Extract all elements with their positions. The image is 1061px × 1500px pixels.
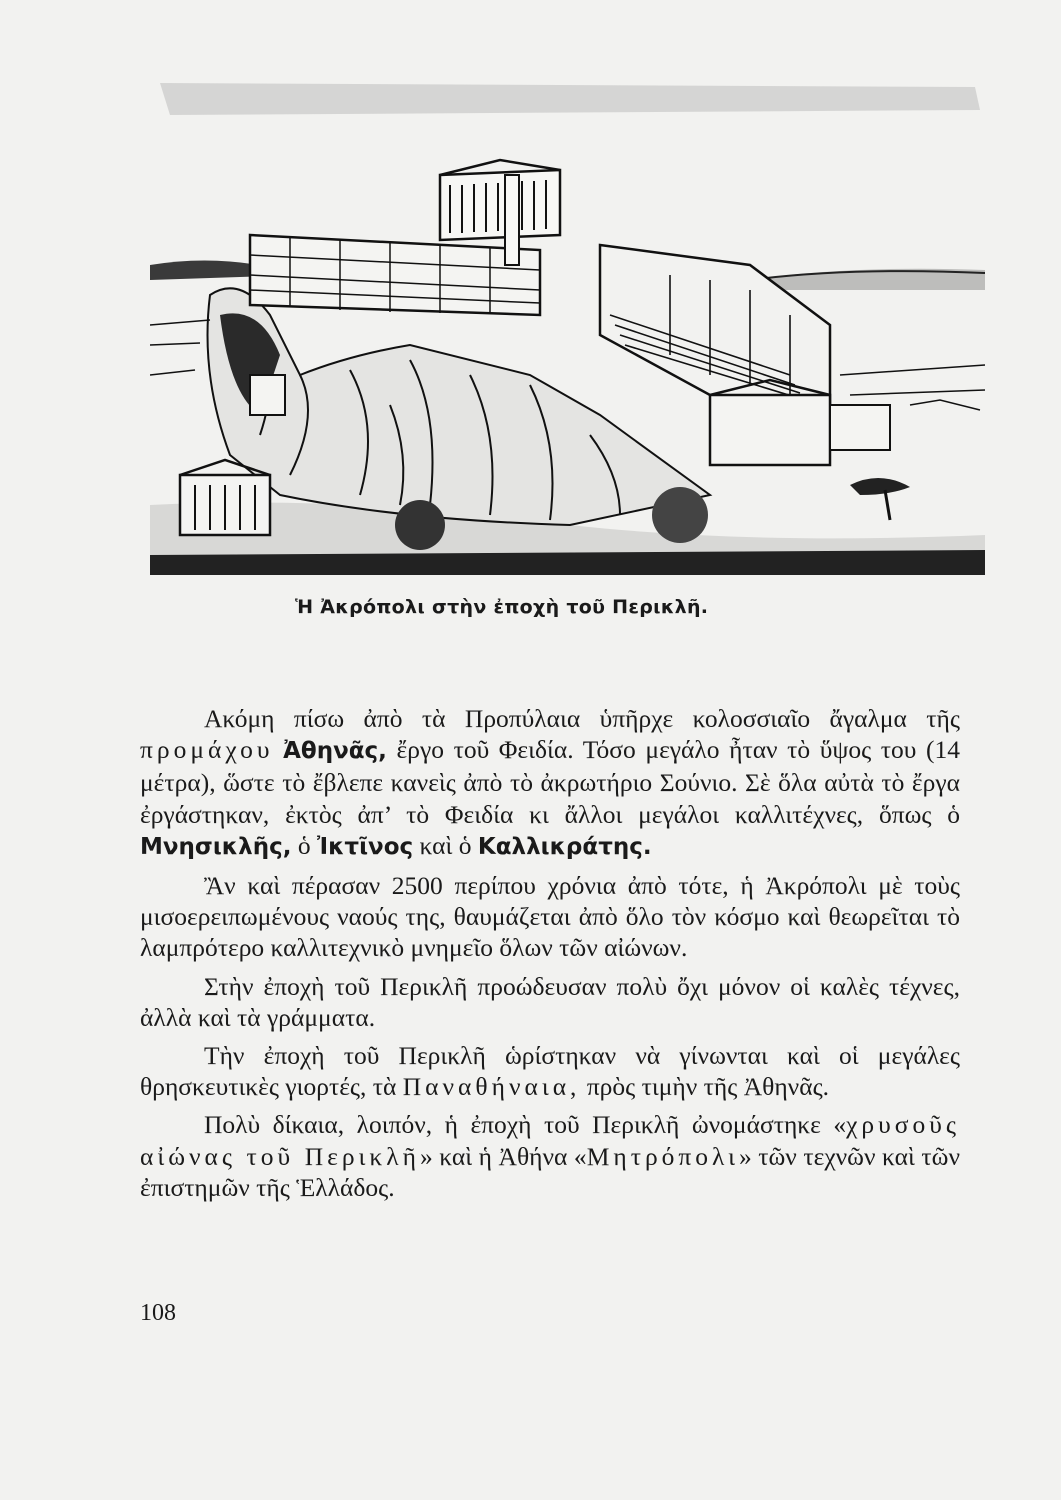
paragraph-2 <box>140 870 960 964</box>
text-run: Ἂν καὶ πέρασαν 2500 περίπου χρόνια ἀπὸ τότε, ἡ Ἀκρόπολι μὲ τοὺς μισοερειπωμένους ναούς της, θαυμάζεται ἀπὸ ὅλο τὸν κόσμο καὶ θεωρεῖται τὸ λαμπρότερο καλλιτεχνικὸ μνημεῖο ὅλων τῶν αἰώνων. <box>140 871 960 963</box>
text-run: » τῶν τεχνῶν καὶ τῶν ἐπιστημῶν τῆς Ἑλλάδος. <box>140 1141 960 1202</box>
text-run: Τὴν ἐποχὴ τοῦ Περικλῆ ὡρίστηκαν νὰ γίνωνται καὶ οἱ μεγάλες θρησκευτικὲς γιορτές, τὰ <box>140 1041 960 1102</box>
body-text <box>140 703 960 1210</box>
spaced-word: Μητρόπολι <box>586 1141 739 1171</box>
spaced-word: προμάχου <box>140 735 274 765</box>
bold-name: Ἰκτῖνος <box>316 833 414 860</box>
bold-name: Καλλικράτης. <box>477 833 652 860</box>
text-run: ἔργο τοῦ Φειδία. Τόσο μεγάλο ἦταν τὸ ὕψος του (14 μέτρα), ὥστε τὸ ἔβλεπε κανεὶς ἀπὸ τὸ ἀκρωτήριο Σούνιο. Σὲ ὅλα αὐτὰ τὸ ἔργα ἐργάστηκαν, ἐκτὸς ἀπ’ τὸ Φειδία κι ἄλλοι μεγάλοι καλλιτέχνες, ὅπως ὁ <box>140 735 960 829</box>
paragraph-5 <box>140 1109 960 1203</box>
text-run: » καὶ ἡ Ἀθήνα « <box>419 1141 587 1171</box>
text-run: καὶ ὁ <box>419 830 472 860</box>
text-run: Πολὺ δίκαια, λοιπόν, ἡ ἐποχὴ τοῦ Περικλῆ ὠνομάστηκε « <box>204 1110 847 1140</box>
paragraph-3 <box>140 971 960 1033</box>
text-run: ὁ <box>297 830 311 860</box>
illustration-caption: Ἡ Ἀκρόπολι στὴν ἐποχὴ τοῦ Περικλῆ. <box>295 596 709 618</box>
spaced-word: Παναθήναια, <box>402 1072 581 1102</box>
text-run: πρὸς τιμὴν τῆς Ἀθηνᾶς. <box>586 1072 830 1102</box>
paragraph-4 <box>140 1040 960 1102</box>
spaced-word: χρυσοῦς αἰώνας τοῦ Περικλῆ <box>140 1110 960 1171</box>
bold-name: Μνησικλῆς, <box>140 833 292 860</box>
bold-name: Ἀθηνᾶς, <box>283 738 387 765</box>
acropolis-illustration <box>150 75 985 575</box>
text-run: Ακόμη πίσω ἀπὸ τὰ Προπύλαια ὑπῆρχε κολοσσιαῖο ἄγαλμα τῆς <box>204 704 960 733</box>
page-number: 108 <box>140 1300 176 1326</box>
text-run: Στὴν ἐποχὴ τοῦ Περικλῆ προώδευσαν πολὺ ὄχι μόνον οἱ καλὲς τέχνες, ἀλλὰ καὶ τὰ γράμματα. <box>140 971 960 1032</box>
paragraph-1 <box>140 703 960 863</box>
